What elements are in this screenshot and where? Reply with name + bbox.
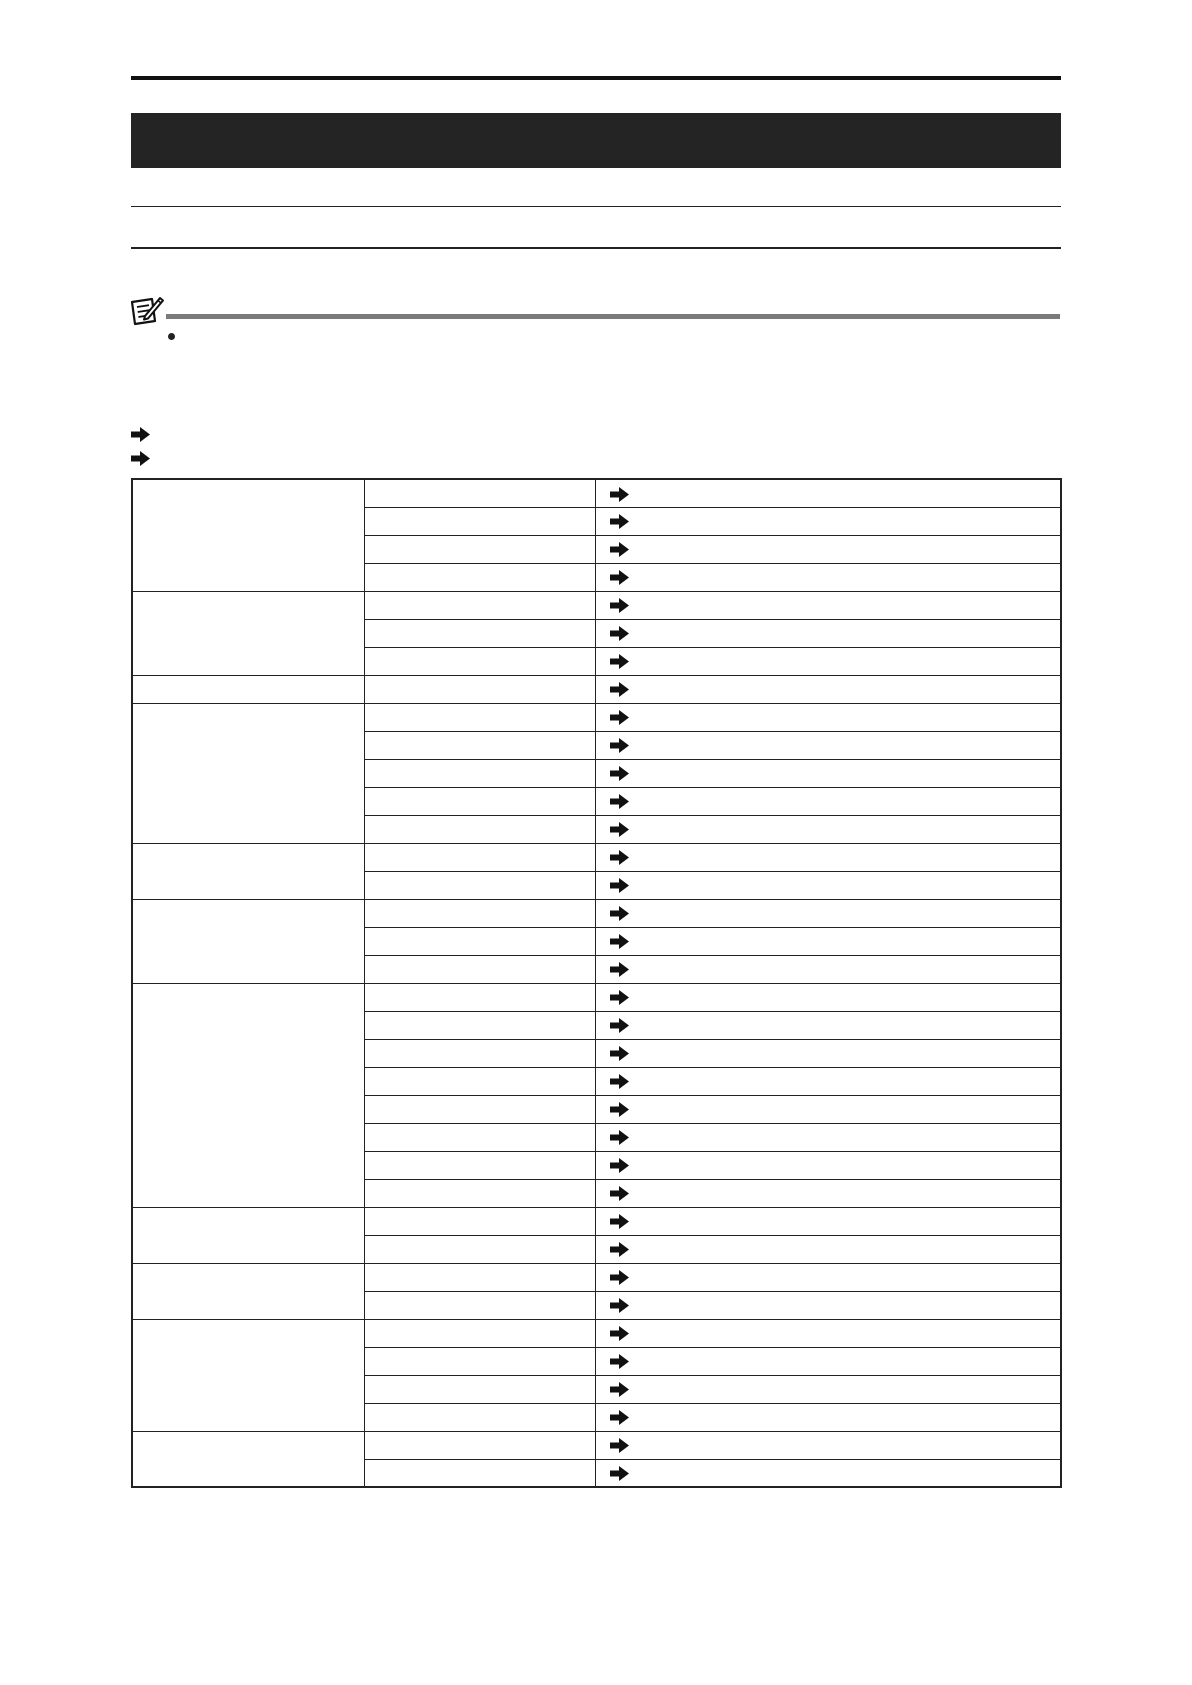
page-reference-cell <box>595 479 1061 507</box>
note-rule <box>166 314 1060 319</box>
table-row <box>132 675 1061 703</box>
arrow-right-icon <box>610 710 629 725</box>
page-reference-cell <box>595 899 1061 927</box>
item-cell <box>364 1403 595 1431</box>
item-cell <box>364 703 595 731</box>
item-cell <box>364 1319 595 1347</box>
group-label <box>132 479 364 591</box>
item-cell <box>364 1347 595 1375</box>
item-cell <box>364 591 595 619</box>
page-reference-cell <box>595 815 1061 843</box>
page-reference-cell <box>595 591 1061 619</box>
item-cell <box>364 1431 595 1459</box>
reference-line <box>131 424 1031 446</box>
arrow-right-icon <box>610 990 629 1005</box>
group-label <box>132 1207 364 1263</box>
arrow-right-icon <box>610 906 629 921</box>
item-cell <box>364 871 595 899</box>
page-reference-cell <box>595 1431 1061 1459</box>
group-label <box>132 899 364 983</box>
page-reference-cell <box>595 1319 1061 1347</box>
page-reference-cell <box>595 787 1061 815</box>
item-cell <box>364 815 595 843</box>
group-label <box>132 843 364 899</box>
arrow-right-icon <box>610 1046 629 1061</box>
page-reference-cell <box>595 563 1061 591</box>
page-reference-cell <box>595 955 1061 983</box>
page-reference-cell <box>595 1263 1061 1291</box>
arrow-right-icon <box>610 1130 629 1145</box>
page-reference-cell <box>595 675 1061 703</box>
item-cell <box>364 1095 595 1123</box>
page-reference-cell <box>595 1039 1061 1067</box>
group-label <box>132 703 364 843</box>
item-cell <box>364 731 595 759</box>
page-reference-cell <box>595 1207 1061 1235</box>
table-row <box>132 591 1061 619</box>
table-row <box>132 1207 1061 1235</box>
item-cell <box>364 647 595 675</box>
item-cell <box>364 843 595 871</box>
arrow-right-icon <box>610 1242 629 1257</box>
arrow-right-icon <box>131 451 150 466</box>
table-row <box>132 1431 1061 1459</box>
arrow-right-icon <box>610 878 629 893</box>
page-reference-cell <box>595 1347 1061 1375</box>
table-row <box>132 479 1061 507</box>
page-reference-cell <box>595 843 1061 871</box>
page-reference-cell <box>595 1403 1061 1431</box>
group-label <box>132 983 364 1207</box>
page-reference-cell <box>595 1151 1061 1179</box>
group-label <box>132 1263 364 1319</box>
item-cell <box>364 1459 595 1487</box>
arrow-right-icon <box>610 598 629 613</box>
arrow-right-icon <box>610 487 629 502</box>
table-row <box>132 843 1061 871</box>
arrow-right-icon <box>610 1102 629 1117</box>
item-cell <box>364 479 595 507</box>
arrow-right-icon <box>610 682 629 697</box>
item-cell <box>364 619 595 647</box>
arrow-right-icon <box>610 542 629 557</box>
arrow-right-icon <box>610 822 629 837</box>
table-row <box>132 1263 1061 1291</box>
arrow-right-icon <box>610 738 629 753</box>
group-label <box>132 1319 364 1431</box>
top-rule <box>131 76 1061 80</box>
item-cell <box>364 675 595 703</box>
arrow-right-icon <box>610 570 629 585</box>
item-cell <box>364 1039 595 1067</box>
item-cell <box>364 1067 595 1095</box>
page-reference-cell <box>595 1291 1061 1319</box>
arrow-right-icon <box>610 1186 629 1201</box>
group-label <box>132 675 364 703</box>
page-reference-cell <box>595 1459 1061 1487</box>
section-title-bar <box>131 113 1061 168</box>
arrow-right-icon <box>610 626 629 641</box>
page-reference-cell <box>595 1011 1061 1039</box>
arrow-right-icon <box>610 1298 629 1313</box>
arrow-right-icon <box>610 934 629 949</box>
item-cell <box>364 787 595 815</box>
table-row <box>132 899 1061 927</box>
page-reference-cell <box>595 1067 1061 1095</box>
item-cell <box>364 1291 595 1319</box>
page-reference-cell <box>595 535 1061 563</box>
item-cell <box>364 1151 595 1179</box>
page-reference-cell <box>595 983 1061 1011</box>
item-cell <box>364 759 595 787</box>
item-cell <box>364 899 595 927</box>
arrow-right-icon <box>610 1354 629 1369</box>
arrow-right-icon <box>610 1382 629 1397</box>
menu-table-body <box>132 479 1061 1487</box>
group-label <box>132 591 364 675</box>
arrow-right-icon <box>610 1410 629 1425</box>
item-cell <box>364 1375 595 1403</box>
page-reference-cell <box>595 619 1061 647</box>
arrow-right-icon <box>131 427 150 442</box>
item-cell <box>364 1011 595 1039</box>
page-reference-cell <box>595 647 1061 675</box>
arrow-right-icon <box>610 514 629 529</box>
page-reference-cell <box>595 1123 1061 1151</box>
page-reference-cell <box>595 1179 1061 1207</box>
item-cell <box>364 1207 595 1235</box>
note-bullet <box>168 333 175 340</box>
item-cell <box>364 563 595 591</box>
note-pencil-icon <box>129 294 165 328</box>
arrow-right-icon <box>610 794 629 809</box>
arrow-right-icon <box>610 1270 629 1285</box>
page-reference-cell <box>595 1095 1061 1123</box>
reference-line <box>131 448 1031 470</box>
arrow-right-icon <box>610 1158 629 1173</box>
item-cell <box>364 1123 595 1151</box>
page-reference-cell <box>595 1235 1061 1263</box>
arrow-right-icon <box>610 1326 629 1341</box>
arrow-right-icon <box>610 1214 629 1229</box>
item-cell <box>364 983 595 1011</box>
item-cell <box>364 507 595 535</box>
page-reference-cell <box>595 731 1061 759</box>
table-row <box>132 1319 1061 1347</box>
item-cell <box>364 1263 595 1291</box>
arrow-right-icon <box>610 1074 629 1089</box>
arrow-right-icon <box>610 654 629 669</box>
page-reference-cell <box>595 871 1061 899</box>
item-cell <box>364 535 595 563</box>
arrow-right-icon <box>610 766 629 781</box>
page-reference-cell <box>595 703 1061 731</box>
page-reference-cell <box>595 927 1061 955</box>
group-label <box>132 1431 364 1487</box>
item-cell <box>364 1235 595 1263</box>
subtitle-band <box>131 206 1061 249</box>
page-reference-cell <box>595 507 1061 535</box>
page-reference-cell <box>595 1375 1061 1403</box>
menu-table <box>131 478 1062 1488</box>
arrow-right-icon <box>610 1018 629 1033</box>
table-row <box>132 983 1061 1011</box>
arrow-right-icon <box>610 1466 629 1481</box>
item-cell <box>364 927 595 955</box>
arrow-right-icon <box>610 1438 629 1453</box>
item-cell <box>364 1179 595 1207</box>
page-reference-cell <box>595 759 1061 787</box>
arrow-right-icon <box>610 850 629 865</box>
table-row <box>132 703 1061 731</box>
arrow-right-icon <box>610 962 629 977</box>
item-cell <box>364 955 595 983</box>
